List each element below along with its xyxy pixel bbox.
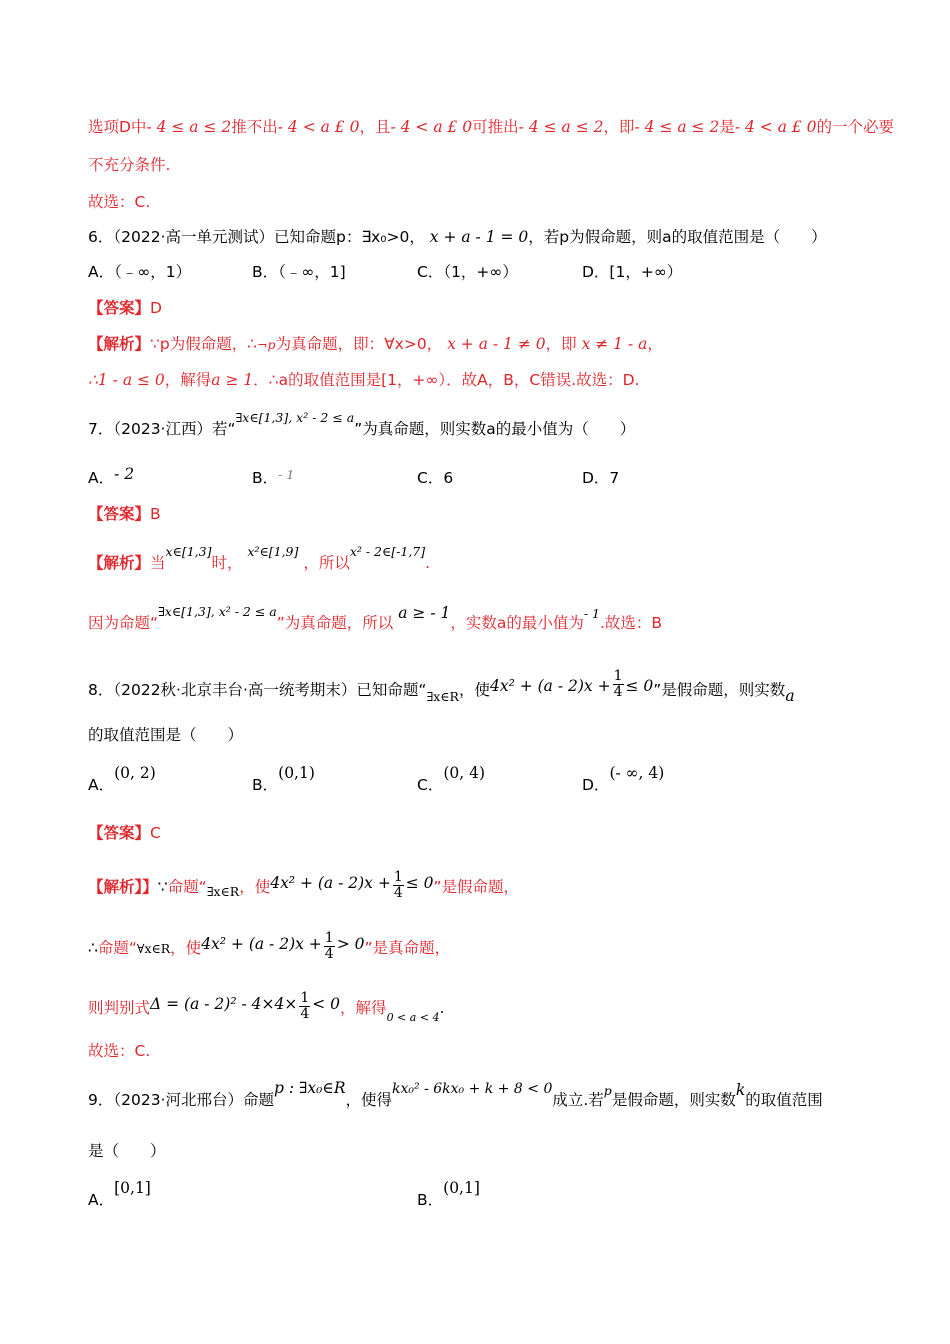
math-expr: ∃x∈R (426, 689, 459, 704)
analysis-label: 【解析】 (88, 878, 143, 896)
q9-option-a (88, 1179, 151, 1210)
text-seg: ，解得 (340, 999, 387, 1017)
text-seg: 6．（2022·高一单元测试）已知命题p：∃x₀>0， (88, 228, 425, 246)
math-expr: k (735, 1081, 746, 1099)
text-seg: ，即 (545, 335, 577, 353)
math-expr: x∈[1,3] (165, 544, 212, 559)
answer-value: B (150, 505, 161, 523)
math-expr: p : ∃x₀∈R (274, 1079, 346, 1097)
fraction-numerator: 1 (393, 869, 403, 885)
text-seg: ，所以 (303, 554, 350, 572)
text-seg: .故选：B (600, 614, 663, 632)
q6-option-b: B．（﹣∞，1] (252, 263, 346, 281)
math-expr: 4x² + (a - 2)x + (489, 677, 611, 695)
text-seg: . (439, 999, 445, 1017)
answer-value: C (150, 824, 161, 842)
text-seg: 选项D中 (88, 118, 147, 136)
text-seg: 是 (719, 118, 735, 136)
q8-conclusion: 故选：C. (88, 1042, 151, 1060)
answer-label: 【答案】 (88, 824, 151, 842)
q8-option-c (417, 764, 485, 795)
math-expr: x + a - 1 = 0 (429, 228, 529, 246)
analysis-label: 【解析】 (88, 335, 151, 353)
fraction-numerator: 1 (613, 668, 623, 684)
q9-option-b (417, 1179, 480, 1210)
text-seg: ”是假命题， (433, 878, 520, 896)
math-expr: ∴ (88, 939, 98, 957)
math-expr: ∀x∈R (136, 941, 171, 956)
math-expr: 4x² + (a - 2)x + (270, 874, 391, 892)
math-expr: ≤ 0 (405, 874, 434, 892)
text-seg: ，使 (170, 939, 202, 957)
math-expr: x ≠ 1 - a (581, 335, 648, 353)
q8-option-b (252, 764, 315, 795)
text-seg: 命题“ (97, 939, 137, 957)
text-seg: 可推出 (472, 118, 519, 136)
text-seg: 为真命题，即：∀x>0， (275, 335, 443, 353)
fraction (299, 991, 310, 1022)
math-expr: ∴1 - a ≤ 0 (88, 371, 165, 389)
text-seg: ，且 (359, 118, 391, 136)
q8-analysis-line1 (88, 869, 520, 903)
q6-option-a: A．（﹣∞，1） (88, 263, 192, 281)
math-expr: - 2 (114, 465, 135, 483)
text-seg: ，使 (458, 681, 490, 699)
answer-label: 【答案】 (88, 505, 151, 523)
math-expr: > 0 (336, 935, 365, 953)
text-seg: 的一个必要 (816, 118, 895, 136)
math-expr: (0, 2) (114, 764, 156, 782)
q9-stem (88, 1079, 823, 1111)
q5-conclusion: 故选：C. (88, 193, 151, 211)
math-expr: - 4 ≤ a ≤ 2 (146, 118, 232, 136)
math-expr: ∃x∈R (206, 884, 240, 899)
text-seg: 的取值范围 (745, 1091, 823, 1109)
q8-option-a (88, 764, 156, 795)
q6-stem (88, 227, 827, 247)
math-expr: Δ = (a - 2)² - 4×4× (150, 995, 298, 1013)
q7-option-b (252, 468, 294, 489)
math-expr: x + a - 1 ≠ 0 (447, 335, 546, 353)
text-seg: 时， (211, 554, 243, 572)
option-label: A． (88, 469, 115, 487)
q6-option-c: C．（1，+∞） (417, 263, 518, 281)
q8-stem-line2: 的取值范围是（ ） (88, 726, 244, 744)
option-label: A． (88, 776, 115, 794)
analysis-label: 【解析】 (88, 554, 151, 572)
text-seg: 9．（2023·河北邢台）命题 (88, 1091, 274, 1109)
math-expr: x² - 2∈[-1,7] (349, 544, 426, 559)
math-expr: ∵ (157, 878, 168, 896)
text-seg: ，解得 (164, 371, 212, 389)
math-expr: - 4 < a £ 0 (277, 118, 360, 136)
text-seg: ”是假命题，则实数 (653, 681, 786, 699)
math-expr: kx₀² - 6kx₀ + k + 8 < 0 (392, 1081, 553, 1097)
fraction-denominator: 4 (613, 684, 623, 700)
math-expr: - 4 ≤ a ≤ 2 (634, 118, 720, 136)
option-label: D． (582, 776, 610, 794)
text-seg: 推不出 (231, 118, 278, 136)
q6-analysis-line1 (88, 334, 663, 355)
text-seg: 8．（2022秋·北京丰台·高一统考期末）已知命题“ (88, 681, 427, 699)
q8-answer (88, 823, 161, 843)
q5-line2: 不充分条件. (88, 156, 171, 174)
math-expr: p (603, 1083, 612, 1098)
math-expr: 4x² + (a - 2)x + (201, 935, 322, 953)
text-seg: ．∴a的取值范围是[1，+∞）．故A，B，C错误.故选：D. (253, 371, 640, 389)
text-seg: 则判别式 (88, 999, 151, 1017)
text-seg: 因为命题“ (88, 614, 159, 632)
fraction-numerator: 1 (300, 990, 310, 1006)
text-seg: 是假命题，则实数 (611, 1091, 736, 1109)
math-expr: a ≥ - 1 (398, 604, 451, 622)
text-seg: ，使 (239, 878, 271, 896)
q7-option-d: D．7 (582, 469, 620, 487)
option-label: B． (252, 776, 279, 794)
q9-stem-line2: 是（ ） (88, 1142, 166, 1160)
text-seg: ”是真命题， (364, 939, 451, 957)
fraction (613, 669, 624, 700)
q5-line1 (88, 117, 894, 137)
q8-option-d (582, 764, 665, 795)
math-expr: ≤ 0 (625, 677, 654, 695)
text-seg: 7．（2023·江西）若“ (88, 420, 236, 438)
math-expr: - 4 < a £ 0 (734, 118, 817, 136)
q8-analysis-line2 (88, 930, 451, 964)
text-seg: ，使得 (345, 1091, 393, 1109)
fraction-numerator: 1 (324, 930, 334, 946)
option-label: B． (417, 1191, 444, 1209)
fraction-denominator: 4 (300, 1006, 310, 1022)
math-expr: ¬p (257, 337, 276, 352)
fraction (393, 870, 404, 901)
text-seg: ∵p为假命题，∴ (150, 335, 258, 353)
text-seg: ，实数a的最小值为 (450, 614, 584, 632)
math-expr: < 0 (312, 995, 341, 1013)
option-label: C． (417, 776, 444, 794)
text-seg: 命题“ (167, 878, 207, 896)
text-seg: 当 (150, 554, 166, 572)
math-expr: (- ∞, 4) (609, 764, 665, 782)
answer-value: D (150, 299, 162, 317)
q8-analysis-line3 (88, 990, 445, 1024)
math-expr: 0 < a < 4 (386, 1011, 440, 1024)
fraction-denominator: 4 (393, 885, 403, 901)
q7-answer (88, 504, 161, 524)
fraction (324, 931, 335, 962)
option-label: A． (88, 1191, 115, 1209)
math-expr: - 4 < a £ 0 (390, 118, 473, 136)
q6-analysis-line2 (88, 370, 640, 390)
math-expr: - 4 ≤ a ≤ 2 (518, 118, 604, 136)
text-seg: ”为真命题，所以 (276, 614, 394, 632)
text-seg: ，即 (603, 118, 635, 136)
math-expr: [0,1] (114, 1179, 151, 1197)
fraction-denominator: 4 (324, 946, 334, 962)
q7-option-a (88, 465, 135, 488)
math-expr: - 1 (278, 467, 295, 482)
text-seg: . (425, 554, 431, 572)
q8-stem (88, 668, 795, 706)
math-expr: ∃x∈[1,3], x² - 2 ≤ a (158, 604, 277, 619)
text-seg: ”为真命题，则实数a的最小值为（ ） (354, 420, 636, 438)
math-expr: (0,1] (443, 1179, 480, 1197)
bracket: 】 (142, 878, 158, 896)
math-expr: (0, 4) (443, 764, 485, 782)
answer-label: 【答案】 (88, 299, 151, 317)
math-expr: (0,1) (278, 764, 315, 782)
math-expr: - 1 (583, 606, 600, 621)
math-expr: ∃x∈[1,3], x² - 2 ≤ a (235, 410, 355, 425)
q6-answer (88, 298, 162, 318)
q7-option-c: C．6 (417, 469, 454, 487)
text-seg: ，若p为假命题，则a的取值范围是（ ） (528, 228, 827, 246)
q6-option-d: D．[1，+∞） (582, 263, 683, 281)
math-expr: a (785, 687, 795, 705)
text-seg: ， (647, 335, 663, 353)
option-label: B． (252, 469, 279, 487)
math-expr: a ≥ 1 (211, 371, 254, 389)
text-seg: 成立.若 (552, 1091, 604, 1109)
math-expr: x²∈[1,9] (247, 544, 299, 559)
